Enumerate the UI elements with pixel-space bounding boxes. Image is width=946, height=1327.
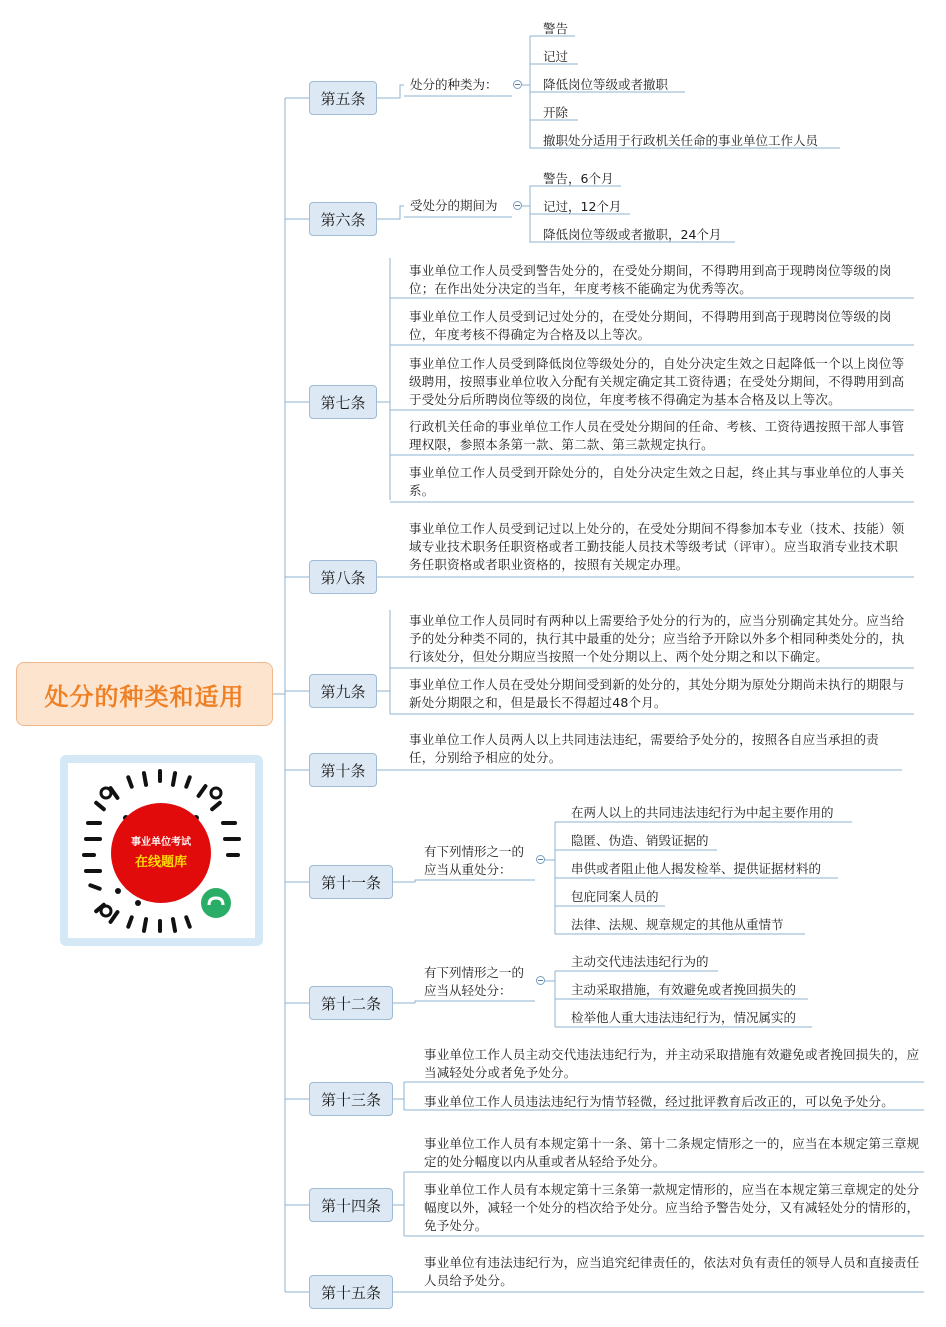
article-5-item: 记过	[543, 49, 569, 64]
article-7-paragraph: 事业单位工作人员受到记过处分的，在受处分期间，不得聘用到高于现聘岗位等级的岗位，年度考核不得确定为合格及以上等次。	[409, 309, 892, 342]
article-11-item: 法律、法规、规章规定的其他从重情节	[571, 917, 784, 932]
article-5-item: 开除	[543, 105, 569, 120]
article-8-node[interactable]: 第八条	[309, 560, 377, 594]
article-5-item: 警告	[543, 21, 569, 36]
article-7-paragraph: 行政机关任命的事业单位工作人员在受处分期间的任命、考核、工资待遇按照干部人事管理权限，参照本条第一款、第二款、第三款规定执行。	[409, 419, 905, 452]
qr-line-1: 事业单位考试	[131, 837, 191, 848]
qr-code[interactable]	[68, 763, 255, 938]
article-9-paragraph: 事业单位工作人员在受处分期间受到新的处分的，其处分期为原处分期尚未执行的期限与新处分期限之和，但是最长不得超过48个月。	[409, 677, 905, 710]
article-9-node[interactable]: 第九条	[309, 674, 377, 708]
article-15-node[interactable]: 第十五条	[309, 1275, 393, 1309]
article-5-item: 撤职处分适用于行政机关任命的事业单位工作人员	[543, 133, 819, 148]
article-5-item: 降低岗位等级或者撤职	[543, 77, 669, 92]
article-11-item: 串供或者阻止他人揭发检举、提供证据材料的	[571, 861, 822, 876]
article-6-item: 降低岗位等级或者撤职，24个月	[543, 227, 722, 242]
article-8-paragraph: 事业单位工作人员受到记过以上处分的，在受处分期间不得参加本专业（技术、技能）领域专业技术职务任职资格或者工勤技能人员技术等级考试（评审）。应当取消专业技术职务任职资格或者职业资格的，按照有关规定办理。	[409, 521, 905, 572]
article-11-node[interactable]: 第十一条	[309, 865, 393, 899]
article-14-paragraph: 事业单位工作人员有本规定第十三条第一款规定情形的，应当在本规定第三章规定的处分幅度以外，减轻一个处分的档次给予处分。应当给予警告处分，又有减轻处分的情形的，免予处分。	[424, 1182, 920, 1233]
article-12-item: 主动交代违法违纪行为的	[571, 954, 709, 969]
article-13-paragraph: 事业单位工作人员主动交代违法违纪行为，并主动采取措施有效避免或者挽回损失的，应当减轻处分或者免予处分。	[424, 1047, 920, 1080]
article-10-node[interactable]: 第十条	[309, 753, 377, 787]
article-14-node[interactable]: 第十四条	[309, 1188, 393, 1222]
article-11-item: 在两人以上的共同违法违纪行为中起主要作用的	[571, 805, 834, 820]
collapse-toggle-icon[interactable]	[536, 976, 545, 985]
article-6-item: 记过，12个月	[543, 199, 622, 214]
root-topic[interactable]: 处分的种类和适用	[16, 662, 273, 726]
article-11-item: 隐匿、伪造、销毁证据的	[571, 833, 709, 848]
article-15-paragraph: 事业单位有违法违纪行为，应当追究纪律责任的，依法对负有责任的领导人员和直接责任人员给予处分。	[424, 1255, 920, 1288]
article-5-node[interactable]: 第五条	[309, 81, 377, 115]
article-5-heading: 处分的种类为：	[410, 77, 498, 92]
collapse-toggle-icon[interactable]	[536, 855, 545, 864]
article-11-item: 包庇同案人员的	[571, 889, 659, 904]
collapse-toggle-icon[interactable]	[513, 201, 522, 210]
article-7-paragraph: 事业单位工作人员受到降低岗位等级处分的，自处分决定生效之日起降低一个以上岗位等级聘用，按照事业单位收入分配有关规定确定其工资待遇；在受处分期间，不得聘用到高于受处分后所聘岗位等级的岗位，年度考核不得确定为基本合格及以上等次。	[409, 356, 905, 407]
article-9-paragraph: 事业单位工作人员同时有两种以上需要给予处分的行为的，应当分别确定其处分。应当给予的处分种类不同的，执行其中最重的处分；应当给予开除以外多个相同种类处分的，执行该处分，但处分期应当按照一个处分期以上、两个处分期之和以下确定。	[409, 613, 905, 664]
article-7-paragraph: 事业单位工作人员受到警告处分的，在受处分期间，不得聘用到高于现聘岗位等级的岗位；在作出处分决定的当年，年度考核不能确定为优秀等次。	[409, 263, 892, 296]
article-6-item: 警告，6个月	[543, 171, 614, 186]
collapse-toggle-icon[interactable]	[513, 80, 522, 89]
article-7-paragraph: 事业单位工作人员受到开除处分的，自处分决定生效之日起，终止其与事业单位的人事关系。	[409, 465, 905, 498]
article-14-paragraph: 事业单位工作人员有本规定第十一条、第十二条规定情形之一的，应当在本规定第三章规定的处分幅度以内从重或者从轻给予处分。	[424, 1136, 920, 1169]
article-12-item: 主动采取措施，有效避免或者挽回损失的	[571, 982, 797, 997]
article-12-node[interactable]: 第十二条	[309, 986, 393, 1020]
article-10-paragraph: 事业单位工作人员两人以上共同违法违纪，需要给予处分的，按照各自应当承担的责任，分别给予相应的处分。	[409, 732, 879, 765]
article-7-node[interactable]: 第七条	[309, 385, 377, 419]
qr-code-frame	[60, 755, 263, 946]
article-13-paragraph: 事业单位工作人员违法违纪行为情节轻微，经过批评教育后改正的，可以免予处分。	[424, 1094, 894, 1109]
article-6-heading: 受处分的期间为	[410, 198, 498, 213]
mini-program-icon	[201, 888, 231, 918]
article-11-heading: 有下列情形之一的应当从重处分：	[424, 844, 525, 877]
article-13-node[interactable]: 第十三条	[309, 1082, 393, 1116]
article-6-node[interactable]: 第六条	[309, 202, 377, 236]
article-12-item: 检举他人重大违法违纪行为，情况属实的	[571, 1010, 797, 1025]
article-12-heading: 有下列情形之一的应当从轻处分：	[424, 965, 525, 998]
qr-line-2: 在线题库	[134, 855, 187, 870]
